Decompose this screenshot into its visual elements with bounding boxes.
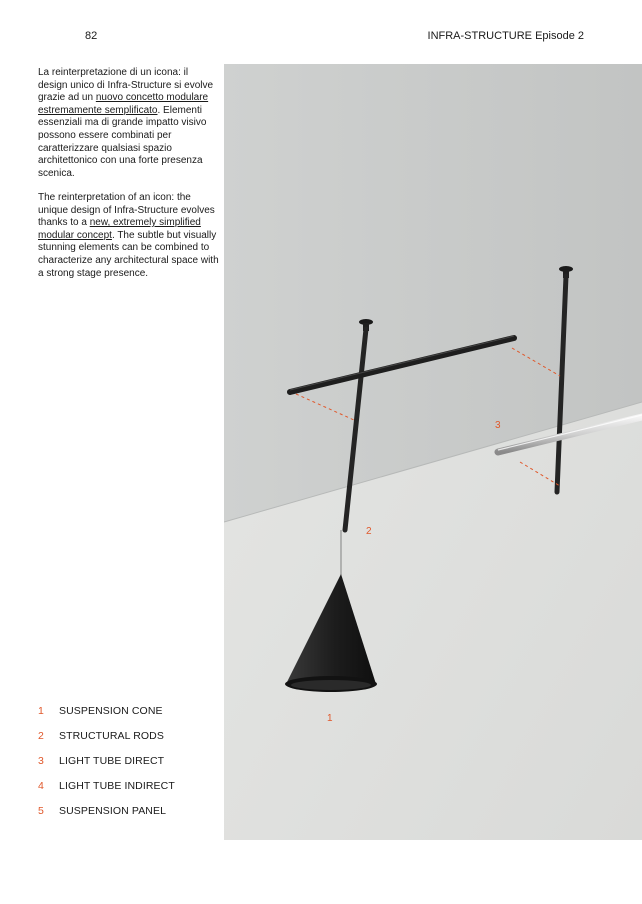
legend-label: SUSPENSION CONE: [59, 705, 163, 717]
legend-label: STRUCTURAL RODS: [59, 730, 164, 742]
running-header: INFRA-STRUCTURE Episode 2: [427, 30, 584, 42]
intro-english-emphasis: new, extremely simplified modular concept: [38, 217, 201, 241]
intro-italian-text: La reinterpretazione di un icona: il design unico di Infra-Structure si evolve grazie ad un: [38, 67, 214, 104]
intro-italian-text-end: . Elementi essenziali ma di grande impatto visivo possono essere combinati per caratterizzare qualsiasi spazio architettonico con una forte presenza scenica.: [38, 104, 207, 179]
legend-item: [38, 805, 175, 830]
legend-number: 2: [38, 730, 44, 742]
page-number: 82: [85, 30, 98, 42]
intro-english: [38, 192, 220, 280]
legend-label: SUSPENSION PANEL: [59, 805, 167, 817]
intro-italian: [38, 67, 220, 180]
legend-number: 3: [38, 755, 44, 767]
legend-item: [38, 705, 175, 730]
callout-1: 1: [327, 713, 333, 724]
intro-english-text-end: . The subtle but visually stunning elements can be combined to characterize any architectural space with a strong stage presence.: [38, 229, 219, 279]
product-photo: [224, 64, 642, 840]
legend-number: 5: [38, 805, 44, 817]
callout-3: 3: [495, 420, 501, 431]
legend-number: 4: [38, 780, 44, 792]
legend-item: [38, 730, 175, 755]
legend-label: LIGHT TUBE DIRECT: [59, 755, 165, 767]
legend-item: [38, 780, 175, 805]
legend-label: LIGHT TUBE INDIRECT: [59, 780, 175, 792]
product-illustration: [224, 64, 642, 840]
callout-2: 2: [366, 526, 372, 537]
legend-number: 1: [38, 705, 44, 717]
legend-item: [38, 755, 175, 780]
intro-english-text: The reinterpretation of an icon: the unique design of Infra-Structure evolves thanks to a: [38, 192, 215, 229]
components-legend: [38, 705, 175, 830]
intro-italian-emphasis: nuovo concetto modulare estremamente semplificato: [38, 92, 209, 116]
